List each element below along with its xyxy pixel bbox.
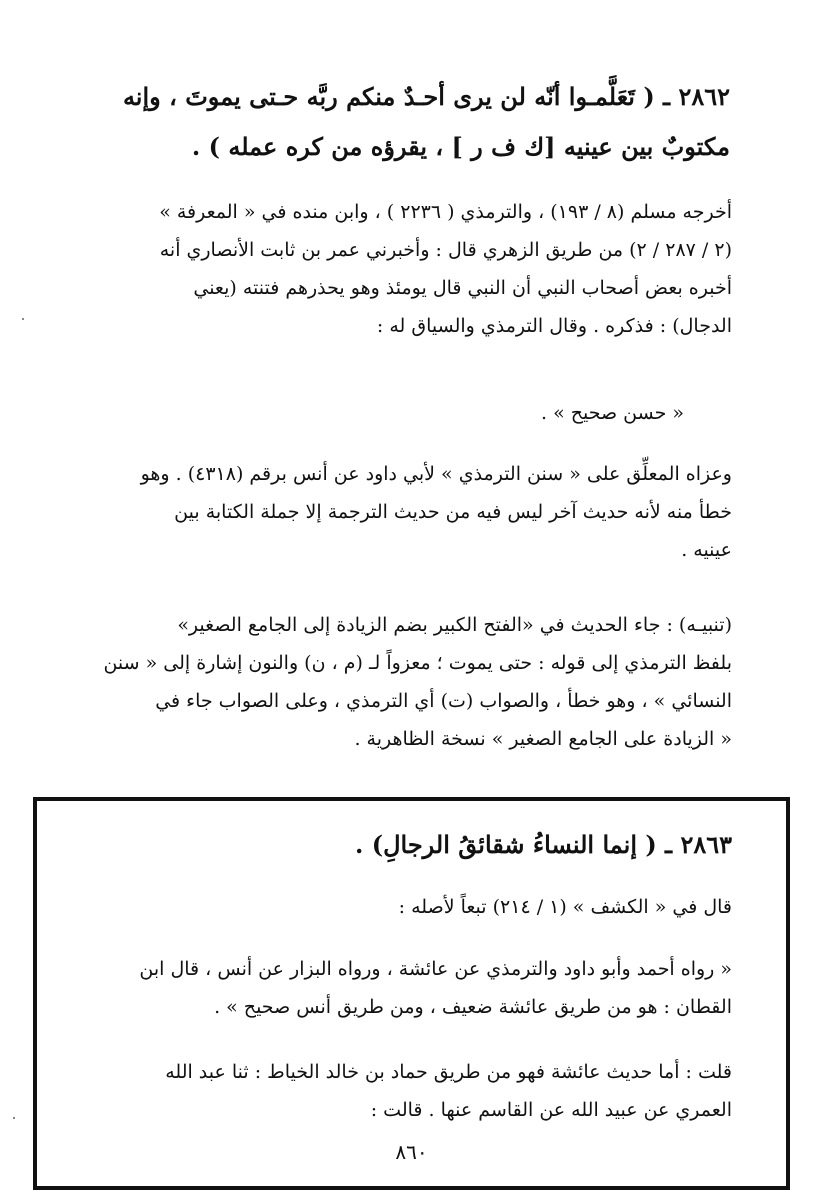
hadith-2862-heading — [58, 72, 730, 172]
paragraph-line: الدجال) : فذكره . وقال الترمذي والسياق له : — [376, 315, 732, 337]
heading-line: ٢٨٦٣ ـ ( إنما النساءُ شقائقُ الرجالِ) . — [355, 830, 732, 859]
heading-line: ٢٨٦٢ ـ ( تَعَلَّمـوا أنّه لن يرى أحـدٌ منكم ربَّه حـتى يموتَ ، وإنه — [122, 82, 730, 111]
paragraph-line: (تنبيـه) : جاء الحديث في «الفتح الكبير بضم الزيادة إلى الجامع الصغير» — [177, 614, 732, 636]
paragraph-line: قال في « الكشف » (١ / ٢١٤) تبعاً لأصله : — [398, 896, 732, 918]
paragraph-line: أخرجه مسلم (٨ / ١٩٣) ، والترمذي ( ٢٢٣٦ ) ، وابن منده في « المعرفة » — [159, 201, 732, 223]
paragraph-line: وعزاه المعلِّق على « سنن الترمذي » لأبي داود عن أنس برقم (٤٣١٨) . وهو — [140, 463, 732, 485]
tanbih-paragraph — [60, 606, 732, 758]
qultu-paragraph — [60, 1053, 732, 1129]
paragraph-line: قلت : أما حديث عائشة فهو من طريق حماد بن خالد الخياط : ثنا عبد الله — [165, 1061, 732, 1083]
takhrij-paragraph — [60, 193, 732, 345]
grade-line: « حسن صحيح » . — [540, 402, 684, 424]
paragraph-line: خطأ منه لأنه حديث آخر ليس فيه من حديث الترجمة إلا جملة الكتابة بين — [174, 501, 732, 523]
paragraph-line: « الزيادة على الجامع الصغير » نسخة الظاهرية . — [354, 728, 732, 750]
paragraph-line: النسائي » ، وهو خطأ ، والصواب (ت) أي الترمذي ، وعلى الصواب جاء في — [155, 690, 732, 712]
paragraph-line: عينيه . — [681, 539, 732, 561]
hadith-2863-heading — [60, 820, 732, 870]
kashf-line — [60, 888, 732, 926]
paragraph-line: العمري عن عبيد الله عن القاسم عنها . قالت : — [370, 1099, 732, 1121]
scan-speck — [22, 318, 24, 320]
kashf-quote-paragraph — [60, 950, 732, 1026]
scan-speck — [13, 1117, 15, 1119]
paragraph-line: القطان : هو من طريق عائشة ضعيف ، ومن طريق أنس صحيح » . — [214, 996, 732, 1018]
paragraph-line: أخبره بعض أصحاب النبي أن النبي قال يومئذ وهو يحذرهم فتنته (يعني — [193, 277, 732, 299]
tirmidhi-grade — [60, 394, 684, 432]
paragraph-line: بلفظ الترمذي إلى قوله : حتى يموت ؛ معزواً لـ (م ، ن) والنون إشارة إلى « سنن — [103, 652, 732, 674]
page-number: ٨٦٠ — [395, 1140, 428, 1164]
heading-line: مكتوبٌ بين عينيه [ك ف ر ] ، يقرؤه من كره عمله ) . — [191, 132, 730, 161]
paragraph-line: (٢ / ٢٨٧ / ٢) من طريق الزهري قال : وأخبرني عمر بن ثابت الأنصاري أنه — [159, 239, 732, 261]
paragraph-line: « رواه أحمد وأبو داود والترمذي عن عائشة ، ورواه البزار عن أنس ، قال ابن — [139, 958, 732, 980]
annotator-note-paragraph — [60, 455, 732, 569]
